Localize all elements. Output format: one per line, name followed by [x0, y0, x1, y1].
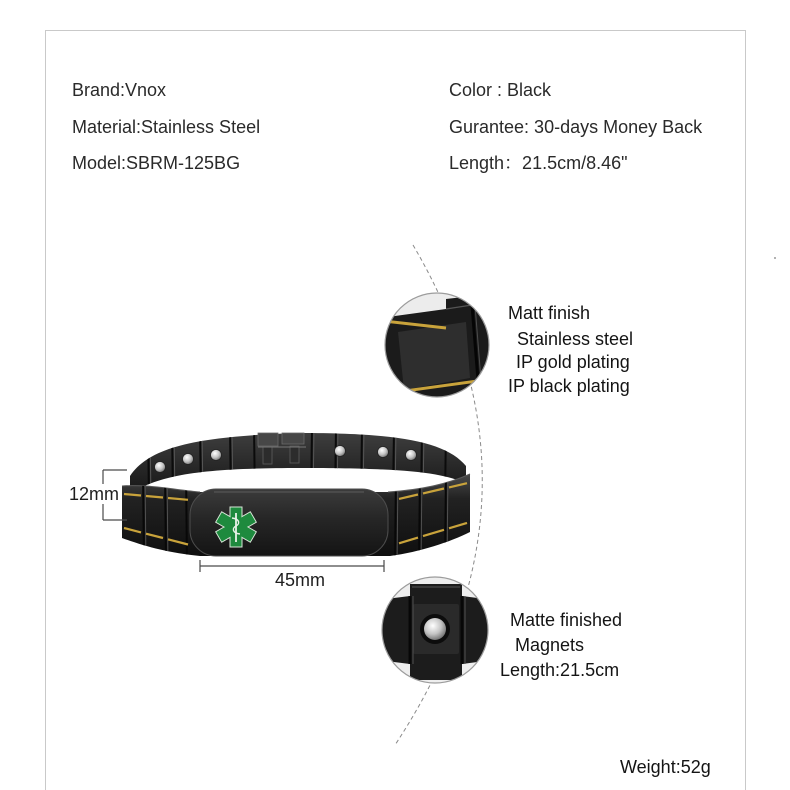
spec-material: Material:Stainless Steel	[72, 117, 261, 137]
dimension-height-label: 12mm	[69, 484, 120, 504]
magnet	[183, 454, 194, 465]
finish-callout-line: IP black plating	[508, 376, 630, 396]
finish-callout-line: Stainless steel	[517, 329, 634, 349]
magnet-callout-line: Length:21.5cm	[500, 660, 620, 680]
link-highlight	[421, 470, 422, 565]
link-divider	[165, 470, 166, 565]
magnet	[335, 446, 346, 457]
magnet-callout-line: Matte finished	[510, 610, 623, 630]
link-face	[398, 322, 470, 390]
dimension-width-label: 45mm	[275, 570, 326, 590]
spec-color: Color : Black	[449, 80, 552, 100]
magnet	[211, 450, 222, 461]
detail-circle-magnets	[378, 573, 493, 688]
magnet-callout-line: Magnets	[515, 635, 585, 655]
magnet	[155, 462, 166, 473]
link-divider	[200, 428, 201, 500]
front-links	[122, 470, 470, 565]
link-divider	[393, 428, 394, 500]
clasp-part	[282, 433, 304, 444]
magnet	[424, 618, 446, 640]
detail-circle-finish	[380, 288, 495, 405]
link-divider	[445, 470, 446, 565]
magnet	[378, 447, 389, 458]
link-highlight	[202, 428, 203, 500]
clasp-part	[263, 447, 272, 464]
link-divider	[419, 470, 420, 565]
link-divider	[395, 470, 396, 565]
spec-length: Length：21.5cm/8.46"	[449, 153, 628, 173]
spec-guarantee: Gurantee: 30-days Money Back	[449, 117, 703, 137]
weight-label: Weight:52g	[620, 757, 711, 777]
detail-finish-photo	[380, 288, 495, 405]
detail-magnet-photo	[378, 573, 493, 688]
finish-callout-line: Matt finish	[508, 303, 591, 323]
spec-brand: Brand:Vnox	[72, 80, 167, 100]
magnet	[406, 450, 417, 461]
link-divider	[186, 470, 187, 565]
bracelet	[122, 428, 470, 565]
spec-model: Model:SBRM-125BG	[72, 153, 241, 173]
finish-callout-line: IP gold plating	[516, 352, 630, 372]
clasp-part	[290, 446, 299, 463]
clasp-part	[258, 433, 278, 446]
stray-dot	[774, 257, 776, 259]
